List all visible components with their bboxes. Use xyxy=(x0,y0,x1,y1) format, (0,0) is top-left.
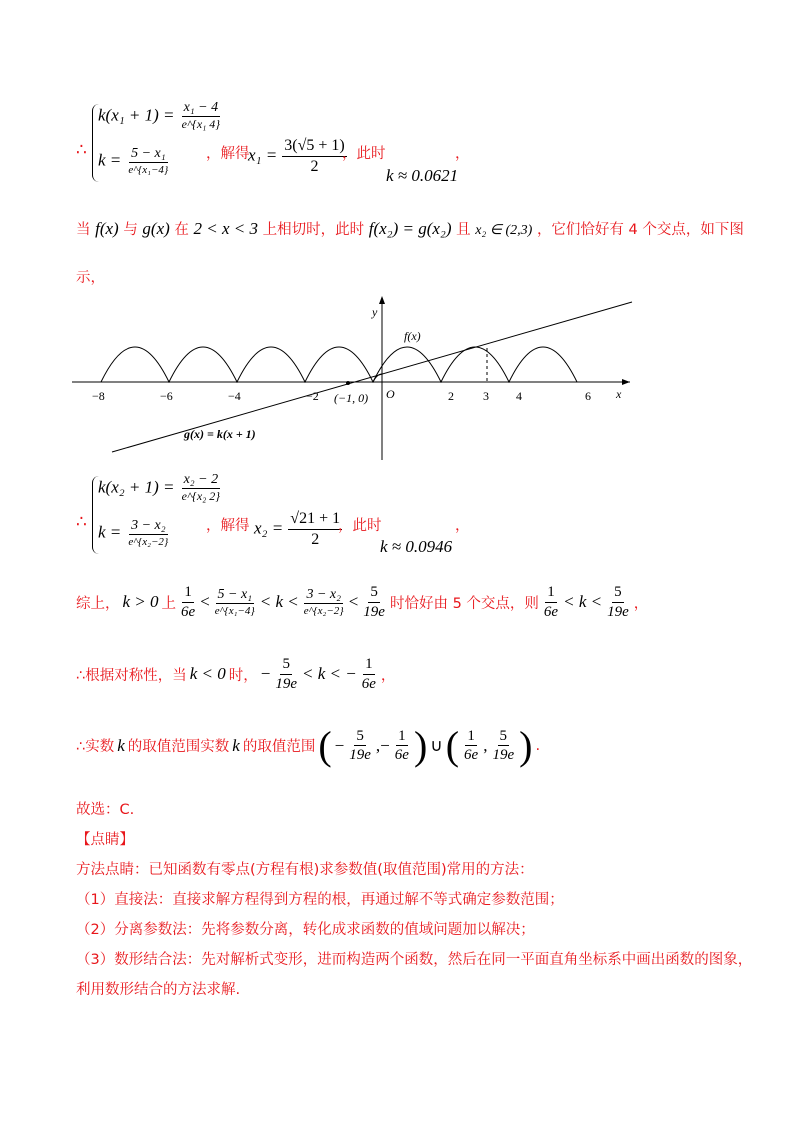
method-3-cont: 利用数形结合的方法求解. xyxy=(76,982,241,998)
solve-label: ，解得 xyxy=(206,518,250,534)
point-neg1 xyxy=(346,381,350,385)
k-value-1: k ≈ 0.0621 xyxy=(386,166,459,185)
result-line: ∴实数 k 的取值范围实数 k 的取值范围 ( − $\frac{5}{19e}$ ,− $\frac{1}{6e}$ ) ∪ ( $\frac{1}{6e}$ , $\frac{5}{19e}$ ) . xyxy=(76,723,541,768)
solve-label: ，解得 xyxy=(206,146,250,162)
tangent-paragraph-cont: 示， xyxy=(76,270,105,286)
equation-1: k(x₂ + 1) = $\frac{\text{x₂ − 2}}{\text{e\textasciicircum{}\{x₂ 2\}}}$ xyxy=(98,472,221,504)
equation-2: k = $\frac{\text{5 − x₁}}{\text{e\textasciicircum{}\{x₁−4\}}}$ xyxy=(98,146,169,177)
g-label: g(x) = k(x + 1) xyxy=(184,427,256,441)
y-axis-arrow xyxy=(379,296,385,304)
y-axis-label: y xyxy=(372,305,378,319)
tick-neg4: −4 xyxy=(228,389,241,403)
tick-neg8: −8 xyxy=(92,389,105,403)
then-label: ，此时 xyxy=(338,518,382,534)
x-axis-label: x xyxy=(616,387,622,401)
answer: 故选：C. xyxy=(76,802,135,818)
method-2: （2）分离参数法：先将参数分离，转化成求函数的值域问题加以解决； xyxy=(76,922,535,938)
point-label: (−1, 0) xyxy=(334,391,369,405)
equation-1: k(x₁ + 1) = $\frac{\text{x₁ − 4}}{\text{e\textasciicircum{}\{x₁ 4\}}}$ xyxy=(98,100,221,132)
comma: ， xyxy=(455,518,470,534)
summary-line: 综上， k > 0 上 $\frac{1}{6e}$ < $\frac{\text{5 − x₁}}{\text{e\textasciicircum{}\{x₁−4\}}}$ < k < $\frac{\text{3 − x₂}}{\text{e\textasciicircum{}\{x₂−2\}}}$ < $\frac{5}{19e}$ 时恰好由 5 个交点，则 $\frac{1}{6e}$ < k < $\frac{5}{19e}$ ， xyxy=(76,584,649,620)
tick-neg6: −6 xyxy=(160,389,173,403)
therefore-symbol: ∴ xyxy=(76,140,87,160)
tick-6: 6 xyxy=(585,389,591,403)
then-label: ，此时 xyxy=(342,146,386,162)
solution-x2: x₂ = $\frac{√21 + 1}{2}$ xyxy=(254,510,341,548)
comma: ， xyxy=(455,146,470,162)
tick-2: 2 xyxy=(448,389,454,403)
tick-3: 3 xyxy=(483,389,489,403)
symmetry-line: ∴根据对称性，当 k < 0 时， − $\frac{5}{19e}$ < k < − $\frac{1}{6e}$ ， xyxy=(76,656,396,692)
solution-x1: x₁ = $\frac{3(√5 + 1)}{2}$ xyxy=(248,137,345,175)
x-axis-arrow xyxy=(622,379,630,385)
origin-label: O xyxy=(386,387,395,401)
function-graph xyxy=(70,292,640,462)
f-curve xyxy=(101,347,577,382)
method-3: （3）数形结合法：先对解析式变形，进而构造两个函数，然后在同一平面直角坐标系中画出函数的图象， xyxy=(76,952,753,968)
remark-intro: 方法点睛：已知函数有零点(方程有根)求参数值(取值范围)常用的方法： xyxy=(76,862,534,878)
tangent-paragraph: 当 f(x) 与 g(x) 在 2 < x < 3 上相切时，此时 f(x₂) = g(x₂) 且 x₂ ∈ (2,3) ，它们恰好有 4 个交点，如下图 xyxy=(76,219,744,238)
equation-2: k = $\frac{\text{3 − x₂}}{\text{e\textasciicircum{}\{x₂−2\}}}$ xyxy=(98,518,169,549)
tick-neg2: −2 xyxy=(306,389,319,403)
therefore-symbol: ∴ xyxy=(76,512,87,532)
f-label: f(x) xyxy=(404,329,421,343)
remark-title: 【点睛】 xyxy=(76,832,134,848)
tick-4: 4 xyxy=(516,389,522,403)
k-value-2: k ≈ 0.0946 xyxy=(380,537,453,556)
method-1: （1）直接法：直接求解方程得到方程的根，再通过解不等式确定参数范围； xyxy=(76,892,564,908)
